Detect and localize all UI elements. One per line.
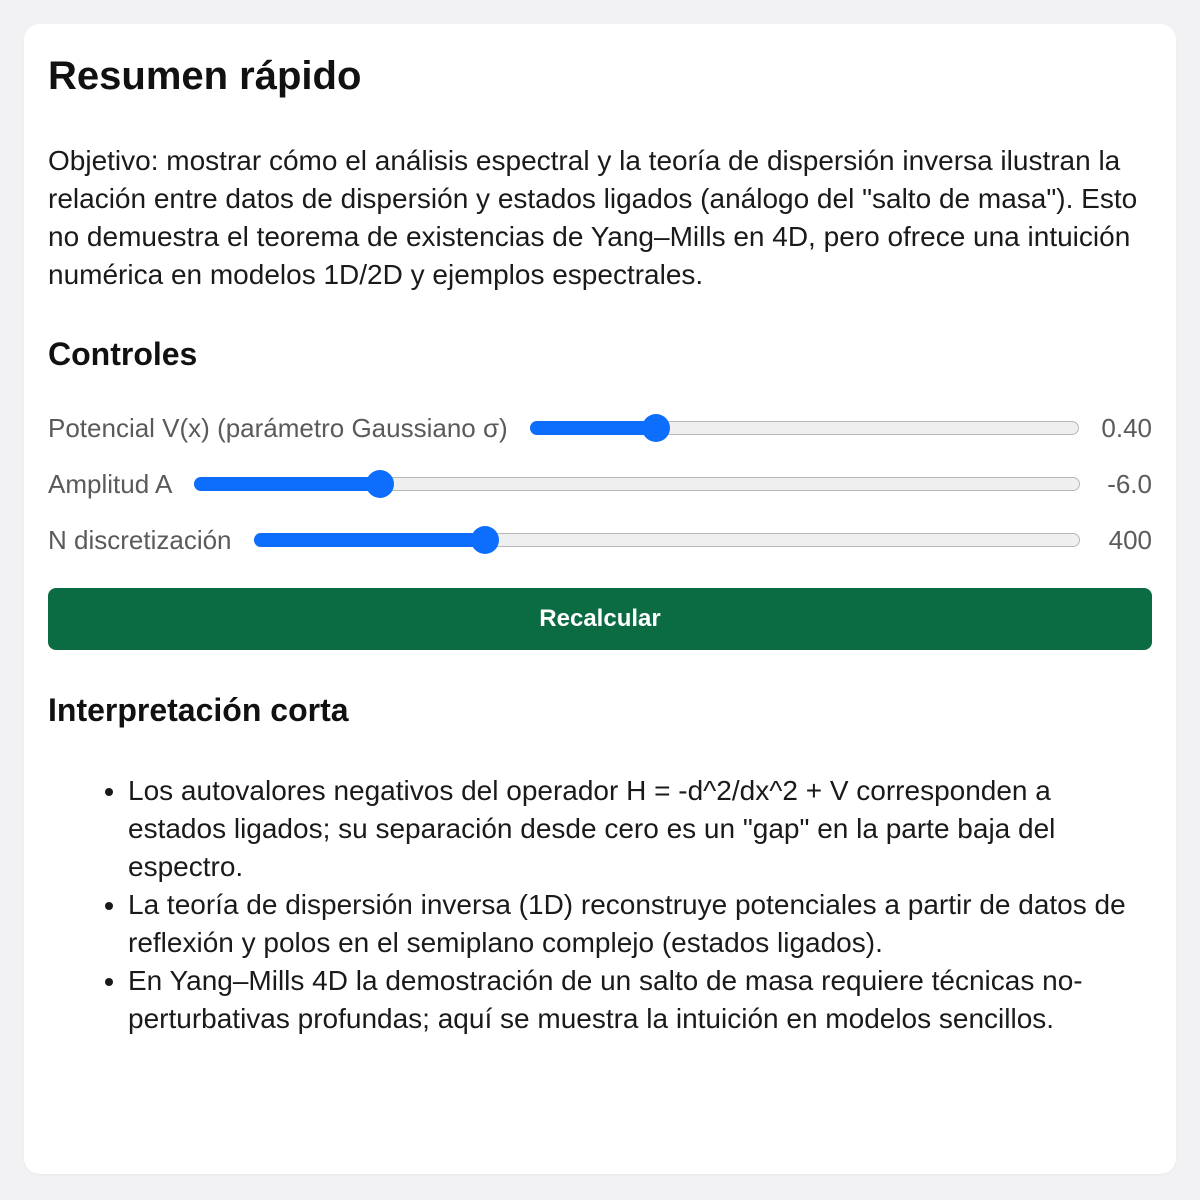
discretization-slider-thumb[interactable]: [471, 526, 499, 554]
amplitude-control: [48, 456, 1152, 512]
discretization-slider[interactable]: [254, 526, 1080, 554]
controls-panel: [48, 400, 1152, 568]
list-item: • La teoría de dispersión inversa (1D) reconstruye potenciales a partir de datos de reflexión y polos en el semiplano complejo (estados ligados).: [128, 886, 1152, 962]
discretization-value: 400: [1108, 524, 1152, 555]
page-title: Resumen rápido: [48, 54, 362, 98]
list-item: • Los autovalores negativos del operador H = -d^2/dx^2 + V corresponden a estados ligados; su separación desde cero es un "gap" en la parte baja del espectro.: [128, 772, 1152, 886]
sigma-label: Potencial V(x) (parámetro Gaussiano σ): [48, 412, 508, 443]
intro-paragraph: Objetivo: mostrar cómo el análisis espectral y la teoría de dispersión inversa ilustran la relación entre datos de dispersión y estados ligados (análogo del "salto de masa"). Esto no demuestra el teorema de existencias de Yang–Mills en 4D, pero ofrece una intuición numérica en modelos 1D/2D y ejemplos espectrales.: [48, 145, 1138, 290]
interpretation-heading: Interpretación corta: [48, 692, 349, 728]
controls-heading: Controles: [48, 336, 198, 372]
sigma-slider-thumb[interactable]: [642, 414, 670, 442]
interpretation-list: [48, 772, 1152, 1038]
recalculate-button[interactable]: Recalcular: [48, 588, 1152, 650]
sigma-slider[interactable]: [530, 414, 1080, 442]
discretization-label: N discretización: [48, 524, 232, 555]
amplitude-slider[interactable]: [194, 470, 1080, 498]
summary-card: [24, 24, 1176, 1174]
sigma-slider-fill: [530, 421, 656, 435]
amplitude-label: Amplitud A: [48, 468, 173, 499]
sigma-control: [48, 400, 1152, 456]
amplitude-value: -6.0: [1107, 468, 1152, 499]
list-item: • En Yang–Mills 4D la demostración de un salto de masa requiere técnicas no-perturbativas profundas; aquí se muestra la intuición en modelos sencillos.: [128, 962, 1152, 1038]
sigma-value: 0.40: [1101, 412, 1152, 443]
discretization-control: [48, 512, 1152, 568]
amplitude-slider-thumb[interactable]: [366, 470, 394, 498]
discretization-slider-fill: [254, 533, 485, 547]
amplitude-slider-fill: [194, 477, 380, 491]
